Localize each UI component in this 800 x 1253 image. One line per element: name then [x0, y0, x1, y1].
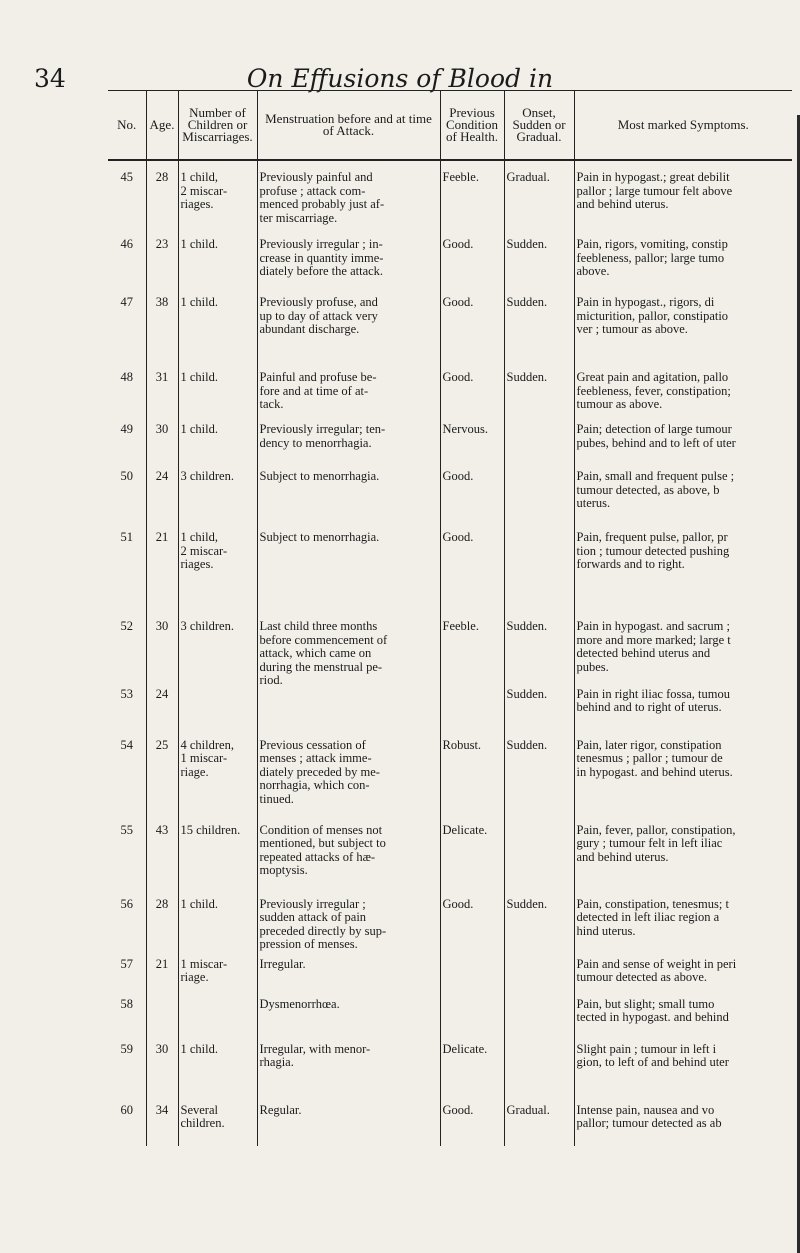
- cell-previous-health: Good.: [440, 898, 504, 958]
- cell-symptoms-line: behind and to right of uterus.: [576, 700, 722, 714]
- cell-menstruation: [257, 1043, 440, 1104]
- cell-symptoms-line: tenesmus ; pallor ; tumour de: [576, 751, 723, 765]
- cell-age: 24: [146, 470, 178, 531]
- header-children: Number of Children or Miscarriages.: [178, 91, 257, 161]
- cell-no: 51: [108, 531, 146, 620]
- cell-previous-health: Feeble.: [440, 171, 504, 238]
- cell-symptoms: [574, 958, 792, 998]
- table-row: [108, 739, 792, 824]
- cell-symptoms-line: Pain and sense of weight in peri: [576, 957, 737, 971]
- cell-age: 38: [146, 296, 178, 371]
- cell-menstruation-line: repeated attacks of hæ-: [259, 849, 376, 864]
- cell-previous-health: Good.: [440, 238, 504, 296]
- cell-menstruation-line: Previously irregular ;: [259, 897, 366, 911]
- cell-menstruation-line: diately before the attack.: [259, 264, 384, 278]
- cell-menstruation-line: rhagia.: [259, 1055, 294, 1069]
- table-row: [108, 371, 792, 423]
- cell-symptoms: [574, 296, 792, 371]
- cell-age: 34: [146, 1104, 178, 1146]
- cell-children-line: 3 children.: [180, 620, 234, 633]
- cell-no: 47: [108, 296, 146, 371]
- table-row: [108, 1043, 792, 1104]
- cell-children: [178, 620, 257, 688]
- cell-symptoms: [574, 898, 792, 958]
- cell-menstruation-line: Last child three months: [259, 620, 378, 633]
- cell-menstruation-line: Regular.: [259, 1103, 302, 1117]
- cell-previous-health: Good.: [440, 531, 504, 620]
- cell-menstruation-line: Previously painful and: [259, 171, 373, 184]
- table-row: [108, 688, 792, 739]
- cell-menstruation: [257, 470, 440, 531]
- cell-menstruation-line: Dysmenorrhœa.: [259, 997, 340, 1011]
- cell-age: 21: [146, 531, 178, 620]
- table-row: [108, 470, 792, 531]
- cell-age: 31: [146, 371, 178, 423]
- cell-no: 54: [108, 739, 146, 824]
- cell-symptoms-line: above.: [576, 264, 610, 278]
- cell-children: [178, 688, 257, 739]
- cell-symptoms: [574, 371, 792, 423]
- cell-symptoms-line: Pain, constipation, tenesmus; t: [576, 897, 729, 911]
- cell-menstruation-line: menced probably just af-: [259, 197, 385, 211]
- cell-menstruation: [257, 998, 440, 1043]
- cell-onset: [504, 470, 574, 531]
- cell-children-line: riage.: [180, 970, 209, 984]
- cell-symptoms: [574, 824, 792, 898]
- cell-symptoms-line: pubes.: [576, 659, 609, 674]
- cell-symptoms: [574, 739, 792, 824]
- cell-menstruation: [257, 620, 440, 688]
- cell-symptoms-line: pallor; tumour detected as ab: [576, 1116, 722, 1130]
- cell-menstruation-line: Painful and profuse be-: [259, 371, 377, 384]
- cell-children: [178, 371, 257, 423]
- cell-age: 43: [146, 824, 178, 898]
- cell-onset: [504, 531, 574, 620]
- cell-age: 23: [146, 238, 178, 296]
- cell-previous-health: Good.: [440, 296, 504, 371]
- cell-children-line: 1 child.: [180, 1042, 218, 1056]
- cell-symptoms-line: pallor ; large tumour felt above: [576, 183, 733, 198]
- cell-menstruation: [257, 531, 440, 620]
- cell-menstruation-line: preceded directly by sup-: [259, 923, 387, 938]
- cell-menstruation: [257, 958, 440, 998]
- cell-children-line: 2 miscar-: [180, 543, 228, 558]
- cell-age: [146, 998, 178, 1043]
- cell-symptoms-line: feebleness, fever, constipation;: [576, 383, 731, 398]
- cell-symptoms-line: more and more marked; large t: [576, 632, 731, 647]
- cell-children-line: Several: [180, 1103, 218, 1117]
- cell-menstruation-line: profuse ; attack com-: [259, 183, 366, 198]
- cell-onset: [504, 423, 574, 470]
- cell-age: 21: [146, 958, 178, 998]
- cell-symptoms-line: Pain in hypogast.; great debilit: [576, 171, 730, 184]
- cell-menstruation-line: Previously profuse, and: [259, 296, 378, 309]
- cell-age: 30: [146, 423, 178, 470]
- cell-menstruation-line: during the menstrual pe-: [259, 659, 383, 674]
- cell-menstruation-line: Subject to menorrhagia.: [259, 531, 380, 544]
- cell-symptoms-line: feebleness, pallor; large tumo: [576, 250, 725, 265]
- cell-menstruation-line: dency to menorrhagia.: [259, 435, 372, 450]
- cell-children: [178, 423, 257, 470]
- cell-menstruation-line: fore and at time of at-: [259, 383, 369, 398]
- cell-menstruation: [257, 1104, 440, 1146]
- table-body: [108, 160, 792, 1146]
- cell-menstruation-line: Previously irregular; ten-: [259, 423, 386, 436]
- cell-menstruation-line: Previous cessation of: [259, 738, 366, 752]
- cell-menstruation-line: Subject to menorrhagia.: [259, 470, 380, 483]
- cell-symptoms-line: Pain, small and frequent pulse ;: [576, 470, 735, 483]
- cell-menstruation-line: tinued.: [259, 791, 294, 806]
- table-row: [108, 824, 792, 898]
- cell-menstruation-line: Condition of menses not: [259, 823, 383, 837]
- cell-symptoms-line: Pain in hypogast., rigors, di: [576, 296, 715, 309]
- table-row: [108, 171, 792, 238]
- cell-menstruation-line: attack, which came on: [259, 646, 372, 660]
- cell-menstruation-line: moptysis.: [259, 863, 308, 877]
- cell-no: 53: [108, 688, 146, 739]
- cell-previous-health: Nervous.: [440, 423, 504, 470]
- table-row: [108, 898, 792, 958]
- header-previous-health: Previous Condition of Health.: [440, 91, 504, 161]
- cell-onset: Sudden.: [504, 688, 574, 739]
- cell-onset: Sudden.: [504, 898, 574, 958]
- cell-children: [178, 470, 257, 531]
- cell-age: 28: [146, 171, 178, 238]
- cell-age: 30: [146, 1043, 178, 1104]
- cell-symptoms-line: forwards and to right.: [576, 557, 685, 571]
- cell-children-line: riages.: [180, 557, 214, 571]
- cell-children-line: 1 child.: [180, 238, 218, 251]
- cell-previous-health: Delicate.: [440, 1043, 504, 1104]
- cell-previous-health: Good.: [440, 371, 504, 423]
- cell-children: [178, 898, 257, 958]
- table-row: [108, 620, 792, 688]
- cell-symptoms-line: and behind uterus.: [576, 197, 669, 211]
- cell-symptoms-line: tumour detected, as above, b: [576, 482, 720, 497]
- cell-menstruation: [257, 824, 440, 898]
- cell-symptoms-line: tion ; tumour detected pushing: [576, 543, 730, 558]
- cell-menstruation: [257, 688, 440, 739]
- cell-children-line: 1 child,: [180, 531, 218, 544]
- running-head: On Effusions of Blood in: [246, 64, 554, 93]
- table-header: [108, 91, 792, 161]
- header-onset: Onset, Sudden or Gradual.: [504, 91, 574, 161]
- cell-children-line: 1 child.: [180, 897, 218, 911]
- cell-children: [178, 958, 257, 998]
- cell-children: [178, 739, 257, 824]
- cell-symptoms-line: ver ; tumour as above.: [576, 322, 688, 336]
- cell-onset: Gradual.: [504, 1104, 574, 1146]
- cell-no: 46: [108, 238, 146, 296]
- cell-menstruation-line: diately preceded by me-: [259, 764, 380, 779]
- cell-menstruation-line: abundant discharge.: [259, 322, 360, 336]
- cell-menstruation-line: riod.: [259, 673, 283, 687]
- cell-menstruation-line: pression of menses.: [259, 937, 358, 951]
- cell-menstruation-line: Irregular, with menor-: [259, 1042, 371, 1056]
- page-number: 34: [34, 64, 66, 93]
- header-menstruation: Menstruation before and at time of Attack.: [257, 91, 440, 161]
- cell-symptoms: [574, 423, 792, 470]
- cell-menstruation-line: Previously irregular ; in-: [259, 238, 383, 251]
- cell-onset: Gradual.: [504, 171, 574, 238]
- cell-symptoms-line: Pain in hypogast. and sacrum ;: [576, 620, 730, 633]
- cell-no: 52: [108, 620, 146, 688]
- cell-symptoms-line: Pain, fever, pallor, constipation,: [576, 823, 736, 837]
- cell-menstruation-line: crease in quantity imme-: [259, 250, 384, 265]
- cell-symptoms-line: in hypogast. and behind uterus.: [576, 764, 733, 779]
- cell-symptoms-line: Pain, but slight; small tumo: [576, 997, 715, 1011]
- cell-symptoms-line: gury ; tumour felt in left iliac: [576, 836, 723, 850]
- cell-onset: [504, 824, 574, 898]
- case-records-table: [108, 90, 792, 1146]
- cell-symptoms-line: Pain, rigors, vomiting, constip: [576, 238, 728, 251]
- cell-onset: [504, 998, 574, 1043]
- cell-children-line: riages.: [180, 197, 214, 211]
- cell-menstruation-line: norrhagia, which con-: [259, 778, 370, 792]
- cell-symptoms-line: Pain; detection of large tumour: [576, 423, 732, 436]
- cell-symptoms: [574, 171, 792, 238]
- cell-children: [178, 1104, 257, 1146]
- cell-no: 50: [108, 470, 146, 531]
- cell-symptoms-line: pubes, behind and to left of uter: [576, 435, 736, 450]
- cell-children-line: 1 child.: [180, 371, 218, 384]
- cell-onset: [504, 958, 574, 998]
- cell-children: [178, 1043, 257, 1104]
- cell-menstruation-line: sudden attack of pain: [259, 910, 367, 924]
- cell-previous-health: Good.: [440, 470, 504, 531]
- cell-previous-health: Robust.: [440, 739, 504, 824]
- cell-symptoms: [574, 1104, 792, 1146]
- cell-children-line: riage.: [180, 764, 209, 779]
- cell-menstruation-line: up to day of attack very: [259, 308, 378, 323]
- table-row: [108, 958, 792, 998]
- cell-symptoms-line: gion, to left of and behind uter: [576, 1055, 729, 1069]
- cell-symptoms: [574, 688, 792, 739]
- cell-menstruation: [257, 371, 440, 423]
- cell-onset: Sudden.: [504, 296, 574, 371]
- cell-menstruation: [257, 238, 440, 296]
- cell-previous-health: [440, 998, 504, 1043]
- cell-no: 55: [108, 824, 146, 898]
- cell-symptoms-line: tected in hypogast. and behind: [576, 1010, 729, 1024]
- cell-no: 45: [108, 171, 146, 238]
- cell-symptoms: [574, 998, 792, 1043]
- cell-age: 30: [146, 620, 178, 688]
- cell-age: 25: [146, 739, 178, 824]
- cell-no: 48: [108, 371, 146, 423]
- cell-symptoms-line: Intense pain, nausea and vo: [576, 1103, 715, 1117]
- cell-children: [178, 531, 257, 620]
- cell-menstruation: [257, 423, 440, 470]
- cell-symptoms-line: detected behind uterus and: [576, 646, 711, 660]
- cell-symptoms-line: micturition, pallor, constipatio: [576, 308, 729, 323]
- cell-children-line: 3 children.: [180, 470, 234, 483]
- cell-onset: [504, 1043, 574, 1104]
- cell-menstruation: [257, 739, 440, 824]
- header-symptoms: Most marked Symptoms.: [574, 91, 792, 161]
- cell-children-line: 1 miscar-: [180, 957, 228, 971]
- cell-symptoms-line: detected in left iliac region a: [576, 910, 720, 924]
- cell-symptoms-line: tumour detected as above.: [576, 970, 708, 984]
- cell-menstruation: [257, 296, 440, 371]
- cell-children-line: 2 miscar-: [180, 183, 228, 198]
- cell-children-line: 1 child.: [180, 423, 218, 436]
- cell-age: 24: [146, 688, 178, 739]
- table-row: [108, 296, 792, 371]
- cell-menstruation-line: ter miscarriage.: [259, 210, 338, 225]
- cell-menstruation-line: Irregular.: [259, 957, 306, 971]
- cell-children-line: 1 miscar-: [180, 751, 228, 765]
- cell-children: [178, 998, 257, 1043]
- cell-onset: Sudden.: [504, 238, 574, 296]
- cell-children: [178, 171, 257, 238]
- cell-menstruation: [257, 898, 440, 958]
- cell-symptoms-line: Great pain and agitation, pallo: [576, 371, 729, 384]
- cell-menstruation-line: tack.: [259, 397, 284, 411]
- header-spacer-row: [108, 160, 792, 171]
- table-row: [108, 1104, 792, 1146]
- cell-menstruation: [257, 171, 440, 238]
- cell-menstruation-line: menses ; attack imme-: [259, 751, 372, 765]
- cell-no: 49: [108, 423, 146, 470]
- cell-symptoms: [574, 470, 792, 531]
- cell-symptoms-line: Pain, frequent pulse, pallor, pr: [576, 531, 728, 544]
- cell-menstruation-line: mentioned, but subject to: [259, 836, 386, 850]
- cell-onset: Sudden.: [504, 620, 574, 688]
- cell-previous-health: Feeble.: [440, 620, 504, 688]
- table-row: [108, 998, 792, 1043]
- cell-no: 60: [108, 1104, 146, 1146]
- cell-symptoms-line: tumour as above.: [576, 397, 663, 411]
- cell-no: 59: [108, 1043, 146, 1104]
- cell-children: [178, 824, 257, 898]
- cell-onset: Sudden.: [504, 739, 574, 824]
- cell-previous-health: [440, 688, 504, 739]
- cell-no: 58: [108, 998, 146, 1043]
- cell-menstruation-line: before commencement of: [259, 632, 388, 647]
- header-age: Age.: [146, 91, 178, 161]
- cell-previous-health: [440, 958, 504, 998]
- cell-onset: Sudden.: [504, 371, 574, 423]
- cell-symptoms-line: Slight pain ; tumour in left i: [576, 1042, 717, 1056]
- header-no: No.: [108, 91, 146, 161]
- cell-children-line: 15 children.: [180, 823, 241, 837]
- cell-symptoms-line: hind uterus.: [576, 923, 636, 938]
- cell-symptoms: [574, 620, 792, 688]
- cell-age: 28: [146, 898, 178, 958]
- cell-children-line: children.: [180, 1116, 225, 1130]
- cell-no: 56: [108, 898, 146, 958]
- cell-symptoms: [574, 1043, 792, 1104]
- cell-no: 57: [108, 958, 146, 998]
- table-row: [108, 238, 792, 296]
- cell-children-line: 1 child.: [180, 296, 218, 309]
- cell-symptoms-line: Pain in right iliac fossa, tumou: [576, 687, 730, 701]
- table-row: [108, 531, 792, 620]
- cell-children: [178, 296, 257, 371]
- table-row: [108, 423, 792, 470]
- cell-symptoms: [574, 531, 792, 620]
- cell-children: [178, 238, 257, 296]
- cell-children-line: 4 children,: [180, 738, 234, 752]
- cell-previous-health: Delicate.: [440, 824, 504, 898]
- cell-symptoms-line: uterus.: [576, 496, 611, 510]
- cell-children-line: 1 child,: [180, 171, 218, 184]
- cell-previous-health: Good.: [440, 1104, 504, 1146]
- cell-symptoms: [574, 238, 792, 296]
- cell-symptoms-line: and behind uterus.: [576, 849, 669, 864]
- cell-symptoms-line: Pain, later rigor, constipation: [576, 738, 722, 752]
